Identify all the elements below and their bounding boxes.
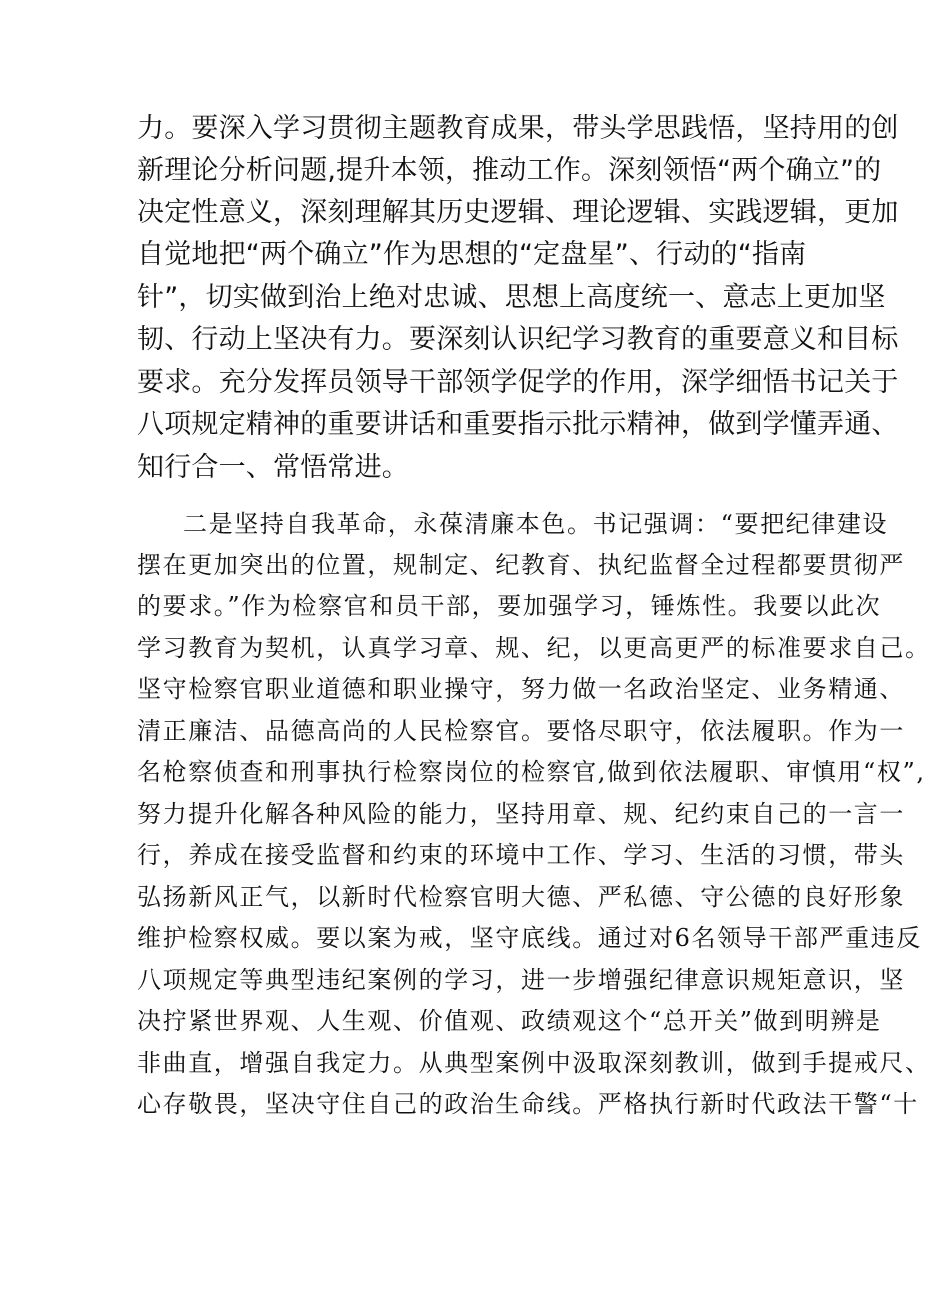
paragraph-1-line-9: 知行合一、常悟常进。 xyxy=(137,452,409,483)
paragraph-1-line-8: 八项规定精神的重要讲话和重要指示批示精神，做到学懂弄通、 xyxy=(137,409,899,440)
paragraph-1-line-7: 要求。充分发挥员领导干部领学促学的作用，深学细悟书记关于 xyxy=(137,367,899,398)
paragraph-1-line-6: 韧、行动上坚决有力。要深刻认识纪学习教育的重要意义和目标 xyxy=(137,324,899,355)
paragraph-2-line-7: 名枪察侦查和刑事执行检察岗位的检察官,做到依法履职、审慎用“权”, xyxy=(137,758,926,786)
paragraph-1-line-5: 针”，切实做到治上绝对忠诚、思想上高度统一、意志上更加坚 xyxy=(137,282,886,313)
paragraph-2-line-12: 八项规定等典型违纪案例的学习，进一步增强纪律意识规矩意识，坚 xyxy=(137,966,905,994)
paragraph-1-line-4: 自觉地把“两个确立”作为思想的“定盘星”、行动的“指南 xyxy=(137,239,807,270)
paragraph-2-line-8: 努力提升化解各种风险的能力，坚持用章、规、纪约束自己的一言一 xyxy=(137,800,905,828)
paragraph-2-line-9: 行，养成在接受监督和约束的环境中工作、学习、生活的习惯，带头 xyxy=(137,841,905,869)
paragraph-2-line-5: 坚守检察官职业道德和职业操守，努力做一名政治坚定、业务精通、 xyxy=(137,675,905,703)
paragraph-1-line-2: 新理论分析问题,提升本领，推动工作。深刻领悟“两个确立”的 xyxy=(137,155,882,186)
paragraph-2-line-6: 清正廉洁、品德高尚的人民检察官。要恪尽职守，依法履职。作为一 xyxy=(137,717,905,745)
paragraph-2-line-15: 心存敬畏，坚决守住自己的政治生命线。严格执行新时代政法干警“十 xyxy=(137,1090,919,1118)
paragraph-2-line-1: 二是坚持自我革命，永葆清廉本色。书记强调：“要把纪律建设 xyxy=(183,510,889,538)
paragraph-2-line-13: 决拧紧世界观、人生观、价值观、政绩观这个“总开关”做到明辨是 xyxy=(137,1007,882,1035)
paragraph-1-line-1: 力。要深入学习贯彻主题教育成果，带头学思践悟，坚持用的创 xyxy=(137,113,899,144)
paragraph-1-line-3: 决定性意义，深刻理解其历史逻辑、理论逻辑、实践逻辑，更加 xyxy=(137,197,899,228)
paragraph-2-line-2: 摆在更加突出的位置，规制定、纪教育、执纪监督全过程都要贯彻严 xyxy=(137,551,905,579)
paragraph-2-line-4: 学习教育为契机，认真学习章、规、纪，以更高更严的标准要求自己。 xyxy=(137,634,931,662)
paragraph-2-line-11: 维护检察权威。要以案为戒，坚守底线。通过对6名领导干部严重违反 xyxy=(137,924,922,952)
paragraph-2-line-3: 的要求。”作为检察官和员干部，要加强学习，锤炼性。我要以此次 xyxy=(137,592,882,620)
paragraph-2-line-14: 非曲直，增强自我定力。从典型案例中汲取深刻教训，做到手提戒尺、 xyxy=(137,1049,931,1077)
paragraph-2-line-10: 弘扬新风正气，以新时代检察官明大德、严私德、守公德的良好形象 xyxy=(137,883,905,911)
